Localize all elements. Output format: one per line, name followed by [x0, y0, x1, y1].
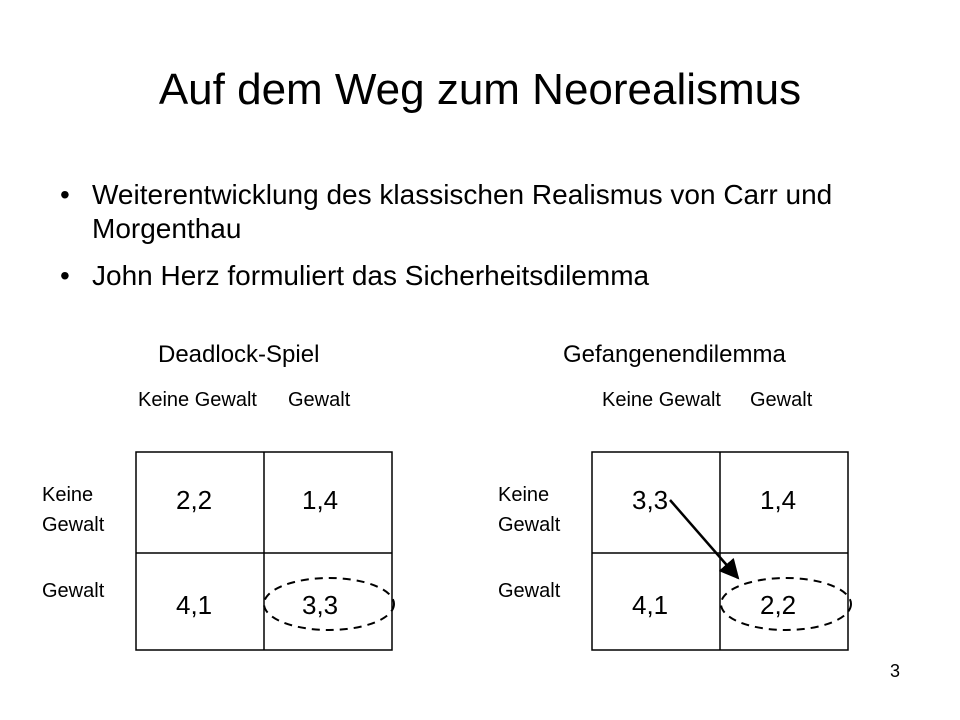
- slide-title: Auf dem Weg zum Neorealismus: [158, 65, 802, 114]
- column-label: Gewalt: [750, 389, 813, 411]
- row-label: Keine Gewalt: [42, 484, 105, 536]
- payoff-cell: 2,2: [760, 590, 797, 620]
- bullet-text: Weiterentwicklung des klassischen Realismus von Carr und Morgenthau: [92, 179, 833, 244]
- column-label: Keine Gewalt: [602, 389, 721, 411]
- payoff-cell: 4,1: [632, 590, 669, 620]
- payoff-cell: 1,4: [760, 485, 797, 515]
- payoff-cell: 2,2: [176, 485, 213, 515]
- transition-arrow: [670, 500, 738, 578]
- equilibrium-marker: [721, 578, 851, 630]
- prisoners-dilemma-grid: [592, 452, 851, 650]
- payoff-cell: 1,4: [302, 485, 339, 515]
- deadlock-grid: [136, 452, 394, 650]
- payoff-cell: 3,3: [302, 590, 339, 620]
- bullet-dot: •: [60, 260, 70, 291]
- column-label: Gewalt: [288, 389, 351, 411]
- equilibrium-marker: [264, 578, 394, 630]
- row-label: Gewalt: [498, 580, 561, 602]
- payoff-cell: 3,3: [632, 485, 669, 515]
- bullet-text: John Herz formuliert das Sicherheitsdilemma: [92, 260, 650, 291]
- bullet-dot: •: [60, 179, 70, 210]
- column-label: Keine Gewalt: [138, 389, 257, 411]
- page-number: 3: [889, 661, 900, 681]
- game-title: Deadlock-Spiel: [158, 341, 320, 368]
- row-label: Keine Gewalt: [498, 484, 561, 536]
- game-title: Gefangenendilemma: [563, 341, 786, 368]
- row-label: Gewalt: [42, 580, 105, 602]
- payoff-cell: 4,1: [176, 590, 213, 620]
